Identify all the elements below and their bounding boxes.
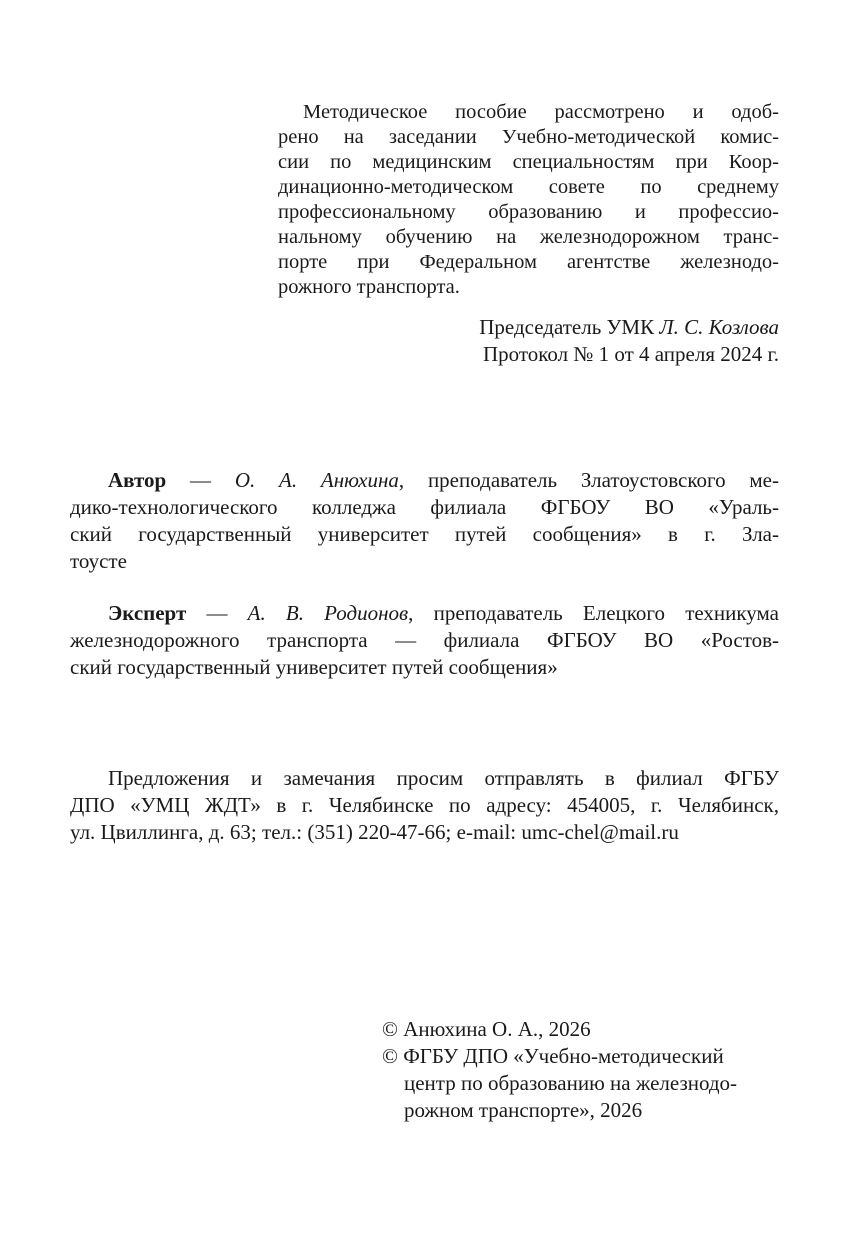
text-line: © Анюхина О. А., 2026 [382, 1017, 591, 1041]
approval-signature-block [70, 314, 779, 368]
text-line: профессиональному образованию и профессио- [278, 201, 779, 223]
text-segment: железнодорожного транспорта — филиала ФГБОУ ВО «Ростов- [70, 628, 779, 652]
text-segment: — [186, 601, 248, 625]
text-line: сии по медицинским специальностям при Коор- [278, 151, 779, 173]
text-segment: — [166, 468, 235, 492]
text-line [70, 548, 779, 575]
role-label: Автор [108, 468, 167, 492]
text-line: © ФГБУ ДПО «Учебно-методический [382, 1044, 724, 1068]
text-line: рено на заседании Учебно-методической комис- [278, 126, 779, 148]
text-segment: тоусте [70, 549, 127, 573]
text-line: ДПО «УМЦ ЖДТ» в г. Челябинске по адресу: 454005, г. Челябинск, [70, 793, 779, 817]
copyright-author-entry [382, 1016, 779, 1043]
feedback-paragraph [70, 765, 779, 846]
text-line: Методическое пособие рассмотрено и одоб- [303, 101, 779, 123]
expert-paragraph [70, 600, 779, 681]
text-line: центр по образованию на железнодо- [404, 1071, 738, 1095]
role-label: Эксперт [108, 601, 187, 625]
chairman-line [70, 314, 779, 341]
chairman-title: Председатель УМК [479, 315, 660, 339]
protocol-line: Протокол № 1 от 4 апреля 2024 г. [482, 342, 779, 366]
person-name: О. А. Анюхина [234, 468, 399, 492]
text-line [70, 654, 779, 681]
text-line [70, 494, 779, 521]
author-paragraph [70, 467, 779, 575]
copyright-block [382, 1016, 779, 1124]
person-name: А. В. Родионов [247, 601, 409, 625]
text-line [70, 467, 779, 494]
text-line: динационно-методическом совете по среднему [278, 176, 779, 198]
text-line [70, 627, 779, 654]
text-line: Предложения и замечания просим отправлять в филиал ФГБУ [108, 766, 779, 790]
chairman-name: Л. С. Козлова [659, 315, 779, 339]
text-segment: дико-технологического колледжа филиала ФГБОУ ВО «Ураль- [70, 495, 779, 519]
text-line [70, 521, 779, 548]
text-line [70, 600, 779, 627]
text-line: нальному обучению на железнодорожном транс- [278, 226, 779, 248]
text-segment: ский государственный университет путей сообщения» в г. Зла- [70, 522, 779, 546]
text-line: рожном транспорте», 2026 [404, 1098, 643, 1122]
approval-paragraph [278, 100, 779, 300]
text-line: рожного транспорта. [278, 276, 460, 298]
text-segment: ский государственный университет путей сообщения» [70, 655, 558, 679]
text-line: ул. Цвиллинга, д. 63; тел.: (351) 220-47-66; e-mail: umc-chel@mail.ru [70, 820, 679, 844]
text-segment: , преподаватель Златоустовского ме- [398, 468, 779, 492]
text-segment: , преподаватель Елецкого техникума [408, 601, 780, 625]
copyright-publisher-entry [382, 1043, 779, 1124]
text-line: порте при Федеральном агентстве железнодо- [278, 251, 779, 273]
